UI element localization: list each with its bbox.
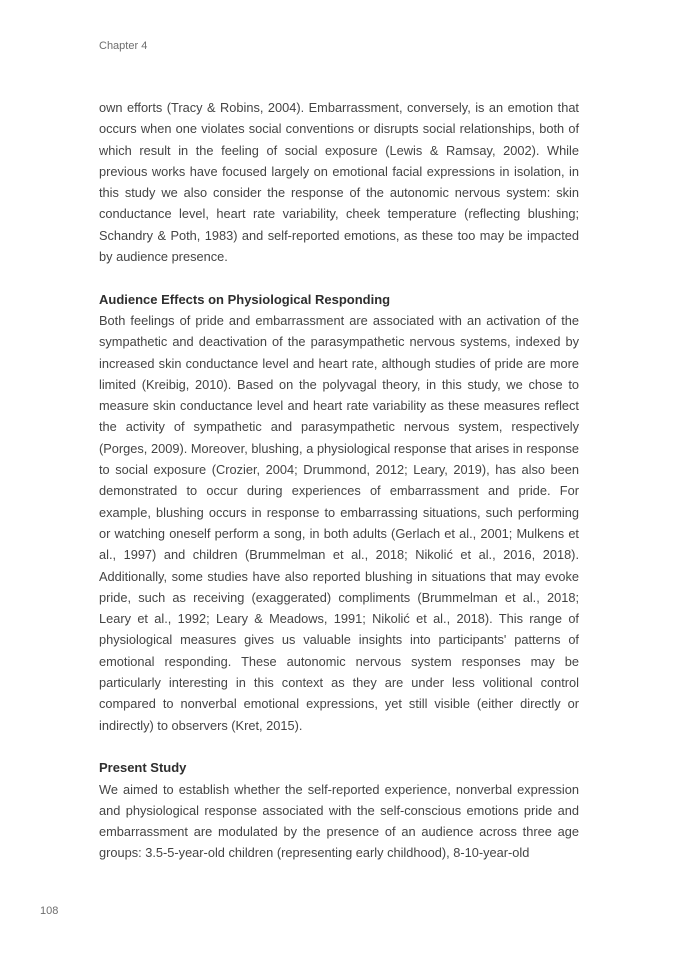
body-paragraph: We aimed to establish whether the self-reported experience, nonverbal expression and physiological response associated with the self-conscious emotions pride and embarrassment are modulated by the presence of an audience across three age groups: 3.5-5-year-old children (representing early childhood), 8-10-year-old <box>99 781 579 861</box>
running-header: Chapter 4 <box>99 40 148 52</box>
section-spacer <box>99 267 579 288</box>
body-paragraph: own efforts (Tracy & Robins, 2004). Embarrassment, conversely, is an emotion that occurs when one violates social conventions or disrupts social relationships, both of which result in the feeling of social exposure (Lewis & Ramsay, 2002). While previous works have focused largely on emotional facial expressions in isolation, in this study we also consider the response of the autonomic nervous system: skin conductance level, heart rate variability, cheek temperature (reflecting blushing; Schandry & Poth, 1983) and self-reported emotions, as these too may be impacted by audience presence. <box>99 100 579 265</box>
page-number: 108 <box>40 905 59 917</box>
body-paragraph: Both feelings of pride and embarrassment are associated with an activation of the sympathetic and deactivation of the parasympathetic nervous systems, indexed by increased skin conductance level and heart rate, although studies of pride are more limited (Kreibig, 2010). Based on the polyvagal theory, in this study, we chose to measure skin conductance level and heart rate variability as these measures reflect the activity of sympathetic and parasympathetic nervous system, respectively (Porges, 2009). Moreover, blushing, a physiological response that arises in response to social exposure (Crozier, 2004; Drummond, 2012; Leary, 2019), has also been demonstrated to occur during experiences of embarrassment and pride. For example, blushing occurs in response to embarrassing situations, such performing or watching oneself perform a song, in both adults (Gerlach et al., 2001; Mulkens et al., 1997) and children (Brummelman et al., 2018; Nikolić et al., 2016, 2018). Additionally, some studies have also reported blushing in situations that may evoke pride, such as receiving (exaggerated) compliments (Brummelman et al., 2018; Leary et al., 1992; Leary & Meadows, 1991; Nikolić et al., 2018). This range of physiological measures gives us valuable insights into participants' patterns of emotional responding. These autonomic nervous system responses may be particularly interesting in this context as they are under less volitional control compared to nonverbal emotional expressions, yet still visible (either directly or indirectly) to observers (Kret, 2015). <box>99 312 579 733</box>
section-heading: Present Study <box>99 760 187 776</box>
section-heading: Audience Effects on Physiological Responding <box>99 291 391 307</box>
section-spacer <box>99 736 579 757</box>
main-text <box>99 97 579 864</box>
